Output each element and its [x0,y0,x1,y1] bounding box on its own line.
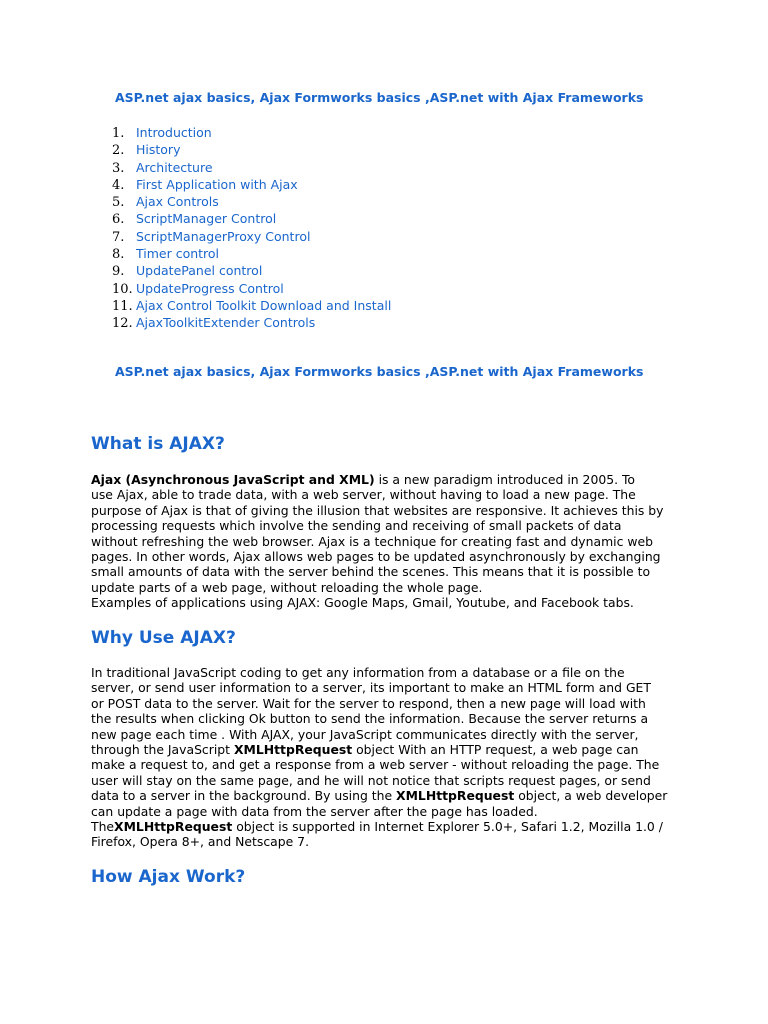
toc-item [112,175,391,192]
text-line: In traditional JavaScript coding to get any information from a database or a file on the [91,665,625,680]
text-line: without refreshing the web browser. Ajax is a technique for creating fast and dynamic web [91,533,653,549]
toc-number: 1. [112,126,125,141]
text-line: Firefox, Opera 8+, and Netscape 7. [91,834,310,850]
toc-number: 3. [112,160,125,176]
toc-number: 8. [112,247,125,263]
toc-item [112,313,391,330]
heading-what-is-ajax: What is AJAX? [91,434,225,454]
text-run: through the JavaScript [91,742,234,758]
toc-number: 12. [112,316,133,332]
toc-link-updateprogress[interactable]: UpdateProgress Control [136,280,284,296]
paragraph-what-is-ajax [91,472,691,611]
text-run: The [91,819,115,835]
bottom-banner-link[interactable]: ASP.net ajax basics, Ajax Formworks basics ,ASP.net with Ajax Frameworks [115,364,644,379]
toc-item [112,261,391,278]
text-run: object is supported in Internet Explorer 5.0+, Safari 1.2, Mozilla 1.0 / [232,819,663,835]
toc-item [112,123,391,140]
text-line: or POST data to the server. Wait for the server to respond, then a new page will load with [91,695,646,711]
toc-link-ajax-controls[interactable]: Ajax Controls [136,194,219,210]
bold-term: XMLHttpRequest [396,788,515,804]
text-line [91,788,691,803]
toc-link-updatepanel[interactable]: UpdatePanel control [136,263,263,279]
text-line: update parts of a web page, without reloading the whole page. [91,579,483,595]
toc-number: 9. [112,264,125,280]
toc-number: 6. [112,212,125,228]
text-line [91,742,691,757]
toc-link-architecture[interactable]: Architecture [136,159,213,175]
bold-term: Ajax (Asynchronous JavaScript and XML) [91,472,375,487]
toc-item [112,140,391,157]
toc-number: 11. [112,298,133,314]
toc-link-timer[interactable]: Timer control [136,246,220,262]
paragraph-why-use-ajax [91,665,691,850]
toc-number: 4. [112,177,125,193]
text-line: user will stay on the same page, and he will not notice that scripts request pages, or send [91,772,651,788]
toc-item [112,227,391,244]
toc-item [112,244,391,261]
toc-item [112,279,391,296]
toc-link-scriptmanagerproxy[interactable]: ScriptManagerProxy Control [136,228,311,244]
toc-number: 5. [112,195,125,211]
heading-how-ajax-work: How Ajax Work? [91,867,246,887]
text-run: object With an HTTP request, a web page can [352,742,639,758]
toc-link-first-application[interactable]: First Application with Ajax [136,176,298,192]
text-line: make a request to, and get a response from a web server - without reloading the page. The [91,757,660,773]
toc-number: 10. [112,281,133,297]
toc-link-history[interactable]: History [136,142,181,158]
text-line: purpose of Ajax is that of giving the illusion that websites are responsive. It achieves this by [91,502,664,518]
toc-number: 7. [112,229,125,245]
toc-link-toolkit-extender[interactable]: AjaxToolkitExtender Controls [136,315,316,331]
toc-number: 2. [112,143,125,159]
text-line: new page each time . With AJAX, your JavaScript communicates directly with the server, [91,726,639,742]
text-line [91,472,691,487]
toc-item [112,209,391,226]
text-line: small amounts of data with the server behind the scenes. This means that it is possible to [91,564,651,580]
text-line: processing requests which involve the sending and receiving of small packets of data [91,518,622,534]
top-banner-link[interactable]: ASP.net ajax basics, Ajax Formworks basics ,ASP.net with Ajax Frameworks [115,90,644,105]
text-line: use Ajax, able to trade data, with a web server, without having to load a new page. The [91,487,636,503]
text-line: can update a page with data from the server after the page has loaded. [91,803,538,819]
bold-term: XMLHttpRequest [114,819,233,835]
toc-link-toolkit-download[interactable]: Ajax Control Toolkit Download and Install [136,297,392,313]
toc-link-introduction[interactable]: Introduction [136,125,212,140]
toc-item [112,296,391,313]
text-line: the results when clicking Ok button to send the information. Because the server returns a [91,711,649,727]
text-run: object, a web developer [514,788,668,804]
text-run: data to a server in the background. By using the [91,788,397,804]
text-run: is a new paradigm introduced in 2005. To [374,472,636,487]
text-line: server, or send user information to a server, its important to make an HTML form and GET [91,680,651,696]
text-line: Examples of applications using AJAX: Google Maps, Gmail, Youtube, and Facebook tabs. [91,595,634,611]
table-of-contents [112,123,391,331]
heading-why-use-ajax: Why Use AJAX? [91,628,236,648]
toc-item [112,158,391,175]
toc-link-scriptmanager[interactable]: ScriptManager Control [136,211,277,227]
bold-term: XMLHttpRequest [233,742,353,758]
toc-item [112,192,391,209]
text-line [91,819,691,834]
text-line: pages. In other words, Ajax allows web pages to be updated asynchronously by exchanging [91,549,661,565]
